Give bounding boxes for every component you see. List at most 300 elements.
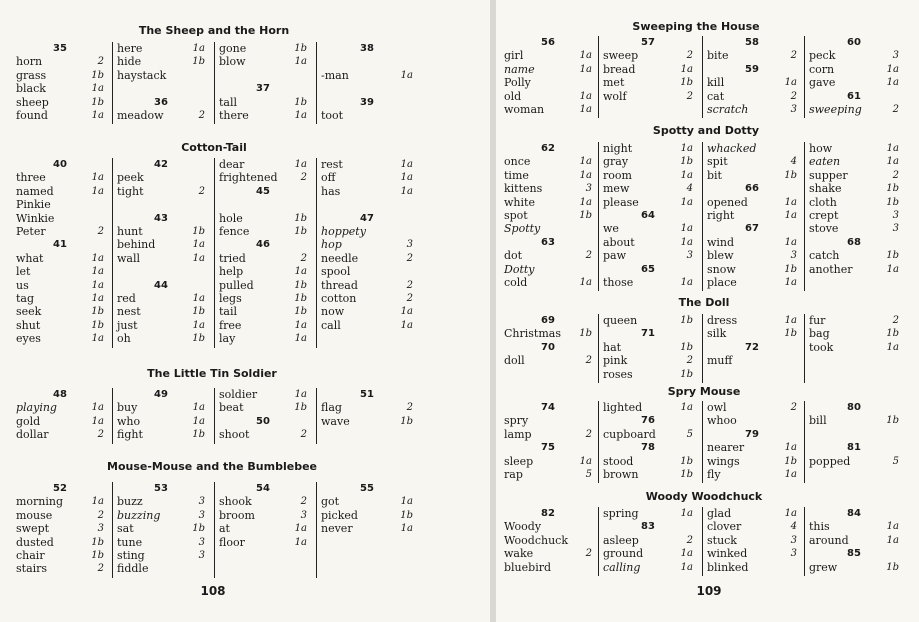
lesson-number: 40 bbox=[53, 159, 67, 170]
vocab-entry-popped bbox=[809, 455, 899, 468]
vocab-entry-picked bbox=[321, 509, 413, 522]
vocab-word: blow bbox=[219, 55, 246, 69]
grade-tag: 1a bbox=[784, 277, 797, 288]
word-column bbox=[702, 314, 801, 383]
vocab-word: shook bbox=[219, 495, 252, 509]
grade-tag: 1b bbox=[784, 328, 797, 340]
lesson-number: 69 bbox=[541, 315, 555, 326]
vocab-word: scratch bbox=[707, 103, 749, 116]
grade-tag: 3 bbox=[97, 523, 104, 535]
word-column bbox=[500, 314, 596, 383]
vocab-entry-gone bbox=[219, 42, 307, 55]
vocab-word: we bbox=[603, 222, 619, 236]
vocab-word: blinked bbox=[707, 560, 749, 574]
grade-tag: 1a bbox=[192, 319, 205, 331]
grade-tag: 1a bbox=[886, 521, 899, 533]
vocab-word: morning bbox=[16, 495, 64, 509]
vocab-word: let bbox=[16, 265, 31, 279]
grade-tag: 1a bbox=[680, 548, 693, 560]
vocab-word: now bbox=[321, 305, 345, 319]
vocab-word: mew bbox=[603, 182, 630, 196]
lesson-number: 64 bbox=[641, 210, 655, 221]
word-column bbox=[500, 36, 596, 118]
grade-tag: 1a bbox=[192, 293, 205, 304]
grade-tag: 1b bbox=[579, 210, 592, 221]
vocab-entry-named bbox=[16, 185, 104, 198]
vocab-entry-time bbox=[504, 169, 592, 182]
grade-tag: 1a bbox=[680, 223, 693, 235]
word-column bbox=[214, 158, 311, 348]
grade-tag: 3 bbox=[790, 250, 797, 262]
lesson-number: 65 bbox=[641, 263, 655, 275]
vocab-word: there bbox=[219, 109, 249, 122]
vocab-word: old bbox=[504, 89, 522, 103]
grade-tag: 1a bbox=[680, 236, 693, 248]
vocab-entry-black bbox=[16, 82, 104, 95]
grade-tag: 1a bbox=[294, 389, 307, 400]
grade-tag: 2 bbox=[790, 402, 797, 413]
vocab-word: peck bbox=[809, 49, 836, 63]
vocab-word: crept bbox=[809, 209, 839, 222]
vocab-word: pulled bbox=[219, 278, 254, 292]
vocab-entry-sleep bbox=[504, 455, 592, 468]
vocab-entry-man bbox=[321, 69, 413, 82]
grade-tag: 1b bbox=[784, 263, 797, 275]
vocab-word: fence bbox=[219, 225, 250, 238]
grade-tag: 1a bbox=[91, 415, 104, 427]
word-column bbox=[316, 482, 417, 578]
vocab-entry-hat bbox=[603, 341, 693, 354]
vocab-word: muff bbox=[707, 354, 733, 368]
vocab-word: sting bbox=[117, 549, 145, 562]
vocab-entry-shut bbox=[16, 319, 104, 332]
vocab-word: spool bbox=[321, 265, 351, 279]
grade-tag: 1b bbox=[886, 328, 899, 340]
vocab-word: nearer bbox=[707, 441, 745, 455]
vocab-entry-fly bbox=[707, 468, 797, 481]
grade-tag: 1b bbox=[680, 341, 693, 353]
vocab-word: never bbox=[321, 522, 353, 536]
grade-tag: 2 bbox=[406, 252, 413, 264]
vocab-word: sweeping bbox=[809, 103, 862, 116]
vocab-entry-eaten bbox=[809, 155, 899, 168]
grade-tag: 1a bbox=[400, 319, 413, 331]
grade-tag: 3 bbox=[585, 183, 592, 195]
vocab-word: bag bbox=[809, 327, 830, 341]
vocab-entry-brown bbox=[603, 468, 693, 481]
vocab-word: dot bbox=[504, 249, 523, 263]
vocab-word: rap bbox=[504, 468, 523, 481]
grade-tag: 2 bbox=[300, 172, 307, 184]
vocab-word: buy bbox=[117, 401, 138, 415]
vocab-entry-shoot bbox=[219, 428, 307, 441]
vocab-entry-whoo bbox=[707, 414, 797, 427]
vocab-entry-flag bbox=[321, 401, 413, 414]
grade-tag: 3 bbox=[198, 536, 205, 548]
grade-tag: 1a bbox=[886, 341, 899, 353]
vocab-word: Winkie bbox=[16, 211, 55, 225]
lesson-number: 68 bbox=[847, 236, 861, 248]
vocab-entry-right bbox=[707, 209, 797, 222]
grade-tag: 1b bbox=[192, 306, 205, 318]
vocab-entry-help bbox=[219, 265, 307, 278]
lesson-number: 35 bbox=[53, 43, 67, 54]
vocab-word: night bbox=[603, 142, 633, 155]
vocab-entry-wave bbox=[321, 415, 413, 428]
vocab-word: wave bbox=[321, 414, 350, 428]
word-column bbox=[702, 401, 801, 483]
vocab-word: gave bbox=[809, 76, 836, 90]
vocab-word: wind bbox=[707, 235, 735, 249]
vocab-entry-buzzing bbox=[117, 509, 205, 522]
vocab-entry-tune bbox=[117, 536, 205, 549]
grade-tag: 2 bbox=[97, 429, 104, 441]
vocab-entry-dot bbox=[504, 249, 592, 262]
vocab-word: hunt bbox=[117, 225, 143, 238]
vocab-entry-around bbox=[809, 534, 899, 547]
grade-tag: 1b bbox=[680, 315, 693, 326]
grade-tag: 2 bbox=[97, 563, 104, 575]
grade-tag: 1a bbox=[91, 110, 104, 121]
vocab-word: tall bbox=[219, 95, 238, 109]
grade-tag: 1a bbox=[91, 293, 104, 304]
vocab-word: rest bbox=[321, 158, 343, 171]
vocab-entry-bite bbox=[707, 49, 797, 62]
vocab-entry-opened bbox=[707, 196, 797, 209]
vocab-entry-pink bbox=[603, 354, 693, 367]
vocab-entry-ground bbox=[603, 547, 693, 560]
vocab-word: help bbox=[219, 265, 244, 279]
vocab-word: Spotty bbox=[504, 222, 541, 236]
vocab-entry-soldier bbox=[219, 388, 307, 401]
grade-tag: 1a bbox=[192, 43, 205, 54]
vocab-entry-woodchuck bbox=[504, 534, 592, 547]
vocab-entry-just bbox=[117, 319, 205, 332]
vocab-entry-dress bbox=[707, 314, 797, 327]
vocab-word: nest bbox=[117, 305, 141, 319]
vocab-word: thread bbox=[321, 278, 358, 292]
lesson-number: 71 bbox=[641, 328, 655, 340]
vocab-word: dress bbox=[707, 314, 738, 327]
grade-tag: 1b bbox=[91, 319, 104, 331]
lesson-number: 59 bbox=[745, 63, 759, 75]
lesson-number: 70 bbox=[541, 341, 555, 353]
word-column bbox=[12, 388, 108, 444]
vocab-word: wings bbox=[707, 454, 740, 468]
vocab-entry-tight bbox=[117, 185, 205, 198]
lesson-number: 45 bbox=[256, 185, 270, 197]
vocab-entry-grew bbox=[809, 561, 899, 574]
grade-tag: 2 bbox=[790, 90, 797, 102]
grade-tag: 1b bbox=[192, 226, 205, 237]
grade-tag: 5 bbox=[892, 455, 899, 467]
vocab-entry-spotty bbox=[504, 222, 592, 235]
grade-tag: 1b bbox=[680, 455, 693, 467]
vocab-entry-fiddle bbox=[117, 562, 205, 575]
grade-tag: 1a bbox=[294, 159, 307, 170]
grade-tag: 2 bbox=[686, 534, 693, 546]
vocab-entry-hop bbox=[321, 238, 413, 251]
grade-tag: 1b bbox=[294, 43, 307, 54]
grade-tag: 1a bbox=[579, 63, 592, 75]
vocab-word: room bbox=[603, 168, 632, 182]
vocab-entry-hoppety bbox=[321, 225, 413, 238]
grade-tag: 2 bbox=[686, 50, 693, 62]
grade-tag: 3 bbox=[892, 223, 899, 235]
grade-tag: 2 bbox=[585, 250, 592, 262]
vocab-word: spring bbox=[603, 507, 639, 520]
grade-tag: 1b bbox=[886, 561, 899, 573]
grade-tag: 1a bbox=[91, 402, 104, 414]
grade-tag: 1a bbox=[579, 90, 592, 102]
vocab-word: catch bbox=[809, 249, 840, 263]
grade-tag: 2 bbox=[406, 293, 413, 304]
grade-tag: 1a bbox=[192, 402, 205, 414]
page-number: 109 bbox=[696, 584, 722, 598]
vocab-entry-mouse bbox=[16, 509, 104, 522]
grade-tag: 2 bbox=[198, 110, 205, 121]
grade-tag: 3 bbox=[892, 210, 899, 221]
grade-tag: 1a bbox=[579, 196, 592, 208]
vocab-entry-wake bbox=[504, 547, 592, 560]
section-title: The Sheep and the Horn bbox=[138, 24, 290, 37]
right-page bbox=[496, 0, 919, 622]
vocab-word: hoppety bbox=[321, 225, 366, 238]
vocab-entry-morning bbox=[16, 495, 104, 508]
vocab-word: whoo bbox=[707, 414, 737, 428]
grade-tag: 1a bbox=[680, 561, 693, 573]
vocab-entry-girl bbox=[504, 49, 592, 62]
lesson-number: 79 bbox=[745, 428, 759, 440]
vocab-entry-lamp bbox=[504, 428, 592, 441]
vocab-entry-dusted bbox=[16, 536, 104, 549]
word-column bbox=[598, 401, 697, 483]
vocab-entry-call bbox=[321, 319, 413, 332]
grade-tag: 1b bbox=[91, 536, 104, 548]
vocab-word: grew bbox=[809, 560, 838, 574]
lesson-number: 42 bbox=[154, 159, 168, 170]
vocab-word: hole bbox=[219, 211, 243, 225]
vocab-word: silk bbox=[707, 327, 727, 341]
section-title: The Doll bbox=[678, 296, 730, 309]
vocab-entry-christmas bbox=[504, 327, 592, 340]
vocab-word: popped bbox=[809, 454, 851, 468]
grade-tag: 1a bbox=[400, 306, 413, 318]
grade-tag: 1b bbox=[886, 196, 899, 208]
vocab-word: gray bbox=[603, 155, 629, 169]
vocab-entry-peck bbox=[809, 49, 899, 62]
vocab-word: kittens bbox=[504, 182, 543, 196]
word-column bbox=[12, 482, 108, 578]
lesson-number: 60 bbox=[847, 37, 861, 48]
vocab-word: fly bbox=[707, 468, 721, 481]
grade-tag: 1a bbox=[784, 315, 797, 326]
vocab-word: lighted bbox=[603, 401, 643, 414]
vocab-entry-white bbox=[504, 196, 592, 209]
grade-tag: 1a bbox=[680, 63, 693, 75]
vocab-word: horn bbox=[16, 55, 43, 69]
vocab-entry-free bbox=[219, 319, 307, 332]
vocab-entry-chair bbox=[16, 549, 104, 562]
grade-tag: 1a bbox=[294, 266, 307, 278]
grade-tag: 1a bbox=[192, 415, 205, 427]
grade-tag: 1a bbox=[680, 143, 693, 154]
vocab-word: time bbox=[504, 168, 529, 182]
lesson-number: 58 bbox=[745, 37, 759, 48]
vocab-entry-gold bbox=[16, 415, 104, 428]
vocab-entry-meadow bbox=[117, 109, 205, 122]
vocab-word: bit bbox=[707, 168, 722, 182]
vocab-entry-glad bbox=[707, 507, 797, 520]
vocab-entry-room bbox=[603, 169, 693, 182]
vocab-word: how bbox=[809, 142, 833, 155]
vocab-word: bite bbox=[707, 49, 729, 63]
grade-tag: 5 bbox=[585, 469, 592, 480]
vocab-entry-found bbox=[16, 109, 104, 122]
vocab-entry-stood bbox=[603, 455, 693, 468]
vocab-word: black bbox=[16, 82, 46, 96]
lesson-number: 53 bbox=[154, 483, 168, 494]
vocab-word: stuck bbox=[707, 533, 737, 547]
vocab-word: blew bbox=[707, 249, 734, 263]
vocab-entry-blinked bbox=[707, 561, 797, 574]
vocab-entry-kittens bbox=[504, 182, 592, 195]
vocab-entry-fence bbox=[219, 225, 307, 238]
vocab-entry-stuck bbox=[707, 534, 797, 547]
lesson-number: 63 bbox=[541, 236, 555, 248]
vocab-word: at bbox=[219, 522, 230, 536]
vocab-word: mouse bbox=[16, 508, 53, 522]
vocab-entry-legs bbox=[219, 292, 307, 305]
vocab-word: whacked bbox=[707, 142, 757, 155]
vocab-word: tried bbox=[219, 251, 246, 265]
grade-tag: 1b bbox=[192, 429, 205, 441]
vocab-word: what bbox=[16, 251, 44, 265]
grade-tag: 1a bbox=[579, 50, 592, 62]
vocab-entry-thread bbox=[321, 279, 413, 292]
vocab-word: Woody bbox=[504, 520, 542, 534]
vocab-entry-tried bbox=[219, 252, 307, 265]
vocab-entry-stove bbox=[809, 222, 899, 235]
vocab-word: stove bbox=[809, 222, 839, 236]
vocab-entry-kill bbox=[707, 76, 797, 89]
vocab-word: found bbox=[16, 109, 48, 122]
vocab-word: sleep bbox=[504, 454, 534, 468]
grade-tag: 1a bbox=[886, 263, 899, 275]
grade-tag: 1b bbox=[294, 212, 307, 224]
vocab-entry-asleep bbox=[603, 534, 693, 547]
grade-tag: 1b bbox=[91, 96, 104, 108]
lesson-number: 82 bbox=[541, 508, 555, 519]
grade-tag: 3 bbox=[790, 534, 797, 546]
vocab-entry-fur bbox=[809, 314, 899, 327]
grade-tag: 1a bbox=[192, 239, 205, 251]
grade-tag: 1b bbox=[400, 415, 413, 427]
vocab-word: took bbox=[809, 340, 834, 354]
vocab-word: meadow bbox=[117, 109, 164, 122]
grade-tag: 2 bbox=[300, 429, 307, 441]
grade-tag: 3 bbox=[198, 509, 205, 521]
vocab-word: playing bbox=[16, 401, 57, 415]
vocab-word: spit bbox=[707, 155, 728, 169]
grade-tag: 3 bbox=[892, 50, 899, 62]
grade-tag: 1a bbox=[784, 236, 797, 248]
vocab-word: who bbox=[117, 414, 141, 428]
vocab-word: Polly bbox=[504, 76, 531, 90]
vocab-entry-paw bbox=[603, 249, 693, 262]
vocab-word: Christmas bbox=[504, 327, 561, 341]
grade-tag: 1a bbox=[784, 442, 797, 454]
word-column bbox=[12, 42, 108, 124]
lesson-number: 84 bbox=[847, 508, 861, 519]
lesson-number: 85 bbox=[847, 548, 861, 560]
vocab-word: kill bbox=[707, 76, 725, 90]
vocab-entry-at bbox=[219, 522, 307, 535]
vocab-entry-seek bbox=[16, 305, 104, 318]
grade-tag: 1a bbox=[579, 169, 592, 181]
vocab-entry-woman bbox=[504, 103, 592, 116]
vocab-entry-muff bbox=[707, 354, 797, 367]
vocab-entry-once bbox=[504, 155, 592, 168]
grade-tag: 2 bbox=[97, 509, 104, 521]
section-title: Sweeping the House bbox=[632, 20, 760, 33]
vocab-word: eyes bbox=[16, 332, 41, 346]
word-column bbox=[112, 388, 209, 444]
vocab-word: Dotty bbox=[504, 262, 535, 276]
vocab-word: flag bbox=[321, 401, 342, 415]
grade-tag: 1b bbox=[886, 250, 899, 262]
word-column bbox=[804, 36, 903, 118]
vocab-entry-who bbox=[117, 415, 205, 428]
grade-tag: 1a bbox=[680, 277, 693, 288]
vocab-word: has bbox=[321, 184, 341, 198]
grade-tag: 2 bbox=[585, 548, 592, 560]
grade-tag: 4 bbox=[790, 521, 797, 533]
vocab-word: sheep bbox=[16, 95, 49, 109]
vocab-entry-doll bbox=[504, 354, 592, 367]
grade-tag: 1a bbox=[400, 69, 413, 81]
grade-tag: 1a bbox=[784, 77, 797, 89]
vocab-word: -man bbox=[321, 68, 349, 82]
lesson-number: 36 bbox=[154, 96, 168, 108]
word-column bbox=[702, 36, 801, 118]
vocab-word: dusted bbox=[16, 535, 54, 549]
grade-tag: 3 bbox=[198, 496, 205, 508]
vocab-entry-buzz bbox=[117, 495, 205, 508]
vocab-word: gone bbox=[219, 42, 247, 55]
grade-tag: 1a bbox=[400, 185, 413, 197]
grade-tag: 1a bbox=[91, 83, 104, 95]
grade-tag: 1a bbox=[91, 333, 104, 345]
vocab-word: red bbox=[117, 292, 136, 305]
vocab-entry-spot bbox=[504, 209, 592, 222]
vocab-entry-red bbox=[117, 292, 205, 305]
grade-tag: 2 bbox=[790, 50, 797, 62]
vocab-entry-another bbox=[809, 263, 899, 276]
vocab-entry-name bbox=[504, 63, 592, 76]
lesson-number: 78 bbox=[641, 442, 655, 454]
vocab-entry-winked bbox=[707, 547, 797, 560]
vocab-word: named bbox=[16, 184, 54, 198]
grade-tag: 1a bbox=[784, 469, 797, 480]
vocab-word: buzz bbox=[117, 495, 143, 509]
lesson-number: 41 bbox=[53, 239, 67, 251]
vocab-word: about bbox=[603, 235, 635, 249]
vocab-word: shut bbox=[16, 318, 41, 332]
word-column bbox=[804, 142, 903, 291]
vocab-entry-wings bbox=[707, 455, 797, 468]
vocab-word: haystack bbox=[117, 68, 167, 82]
